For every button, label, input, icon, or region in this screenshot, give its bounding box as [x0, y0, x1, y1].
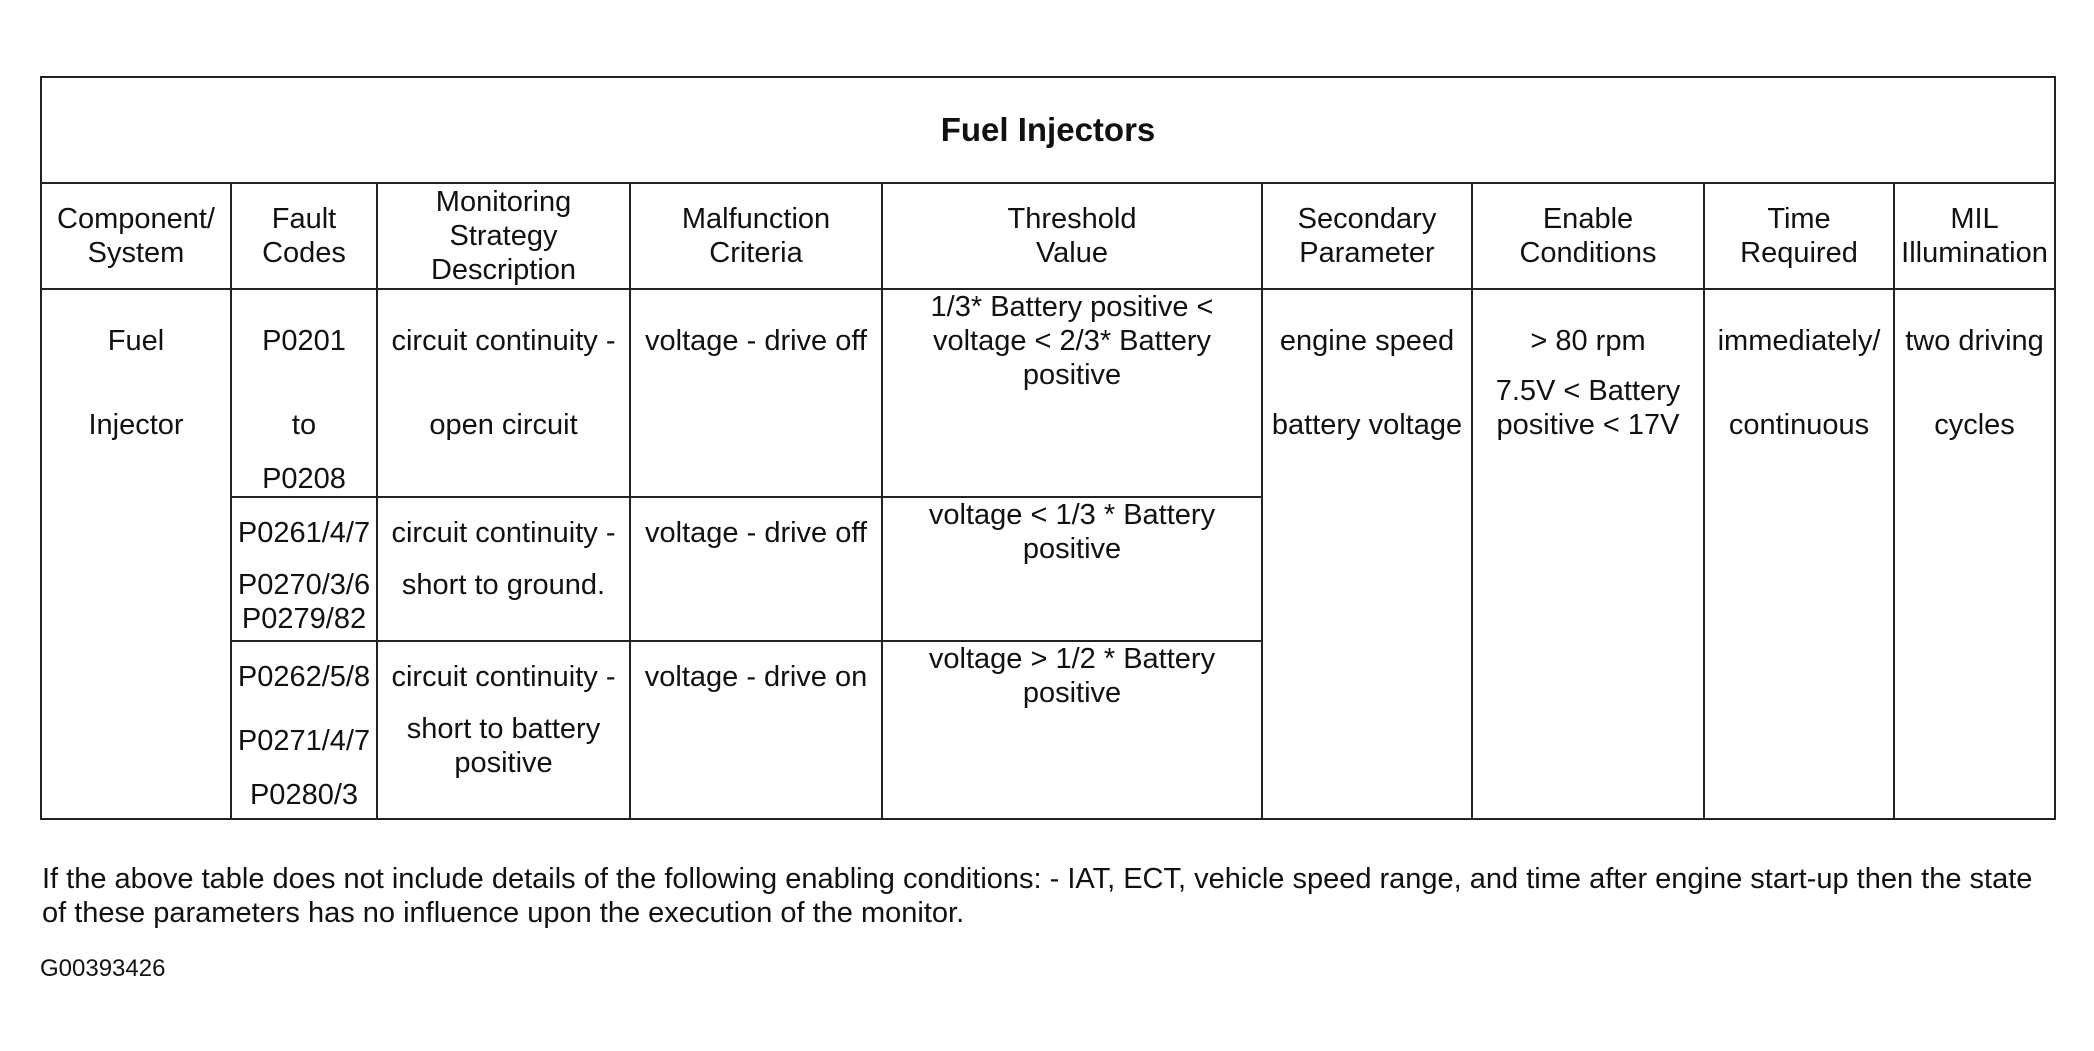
threshold-cell: voltage < 1/3 * Battery positive	[882, 497, 1262, 641]
table-title: Fuel Injectors	[41, 77, 2055, 183]
secondary-parameter-cell: engine speed battery voltage	[1262, 289, 1472, 819]
header-malfunction-criteria: Malfunction Criteria	[630, 183, 882, 289]
header-row	[41, 183, 2055, 289]
header-monitoring-strategy: Monitoring Strategy Description	[377, 183, 630, 289]
malfunction-cell: voltage - drive off	[630, 497, 882, 641]
strategy-cell: circuit continuity - short to ground.	[377, 497, 630, 641]
header-time-required: Time Required	[1704, 183, 1894, 289]
mil-illumination-cell: two driving cycles	[1894, 289, 2055, 819]
fault-codes-cell: P0201 to P0208	[231, 289, 377, 497]
malfunction-cell: voltage - drive on	[630, 641, 882, 819]
footer-note: If the above table does not include details of the following enabling conditions: - IAT, ECT, vehicle speed range, and time after engine start-up then the state of these parameters has no influence upon the execution of the monitor.	[42, 863, 2033, 929]
header-fault-codes: Fault Codes	[231, 183, 377, 289]
malfunction-cell: voltage - drive off	[630, 289, 882, 497]
header-component: Component/ System	[41, 183, 231, 289]
header-enable-conditions: Enable Conditions	[1472, 183, 1704, 289]
enable-conditions-cell: > 80 rpm 7.5V < Battery positive < 17V	[1472, 289, 1704, 819]
component-cell: Fuel Injector	[41, 289, 231, 819]
fuel-injectors-table	[40, 76, 2056, 820]
figure-id: G00393426	[40, 955, 166, 982]
strategy-cell: circuit continuity - open circuit	[377, 289, 630, 497]
header-secondary-parameter: Secondary Parameter	[1262, 183, 1472, 289]
table-row	[41, 289, 2055, 497]
time-required-cell: immediately/ continuous	[1704, 289, 1894, 819]
threshold-cell: voltage > 1/2 * Battery positive	[882, 641, 1262, 819]
fault-codes-cell: P0262/5/8 P0271/4/7 P0280/3	[231, 641, 377, 819]
header-mil-illumination: MIL Illumination	[1894, 183, 2055, 289]
threshold-cell: 1/3* Battery positive < voltage < 2/3* Battery positive	[882, 289, 1262, 497]
strategy-cell: circuit continuity - short to battery positive	[377, 641, 630, 819]
fault-codes-cell: P0261/4/7 P0270/3/6 P0279/82	[231, 497, 377, 641]
header-threshold-value: Threshold Value	[882, 183, 1262, 289]
